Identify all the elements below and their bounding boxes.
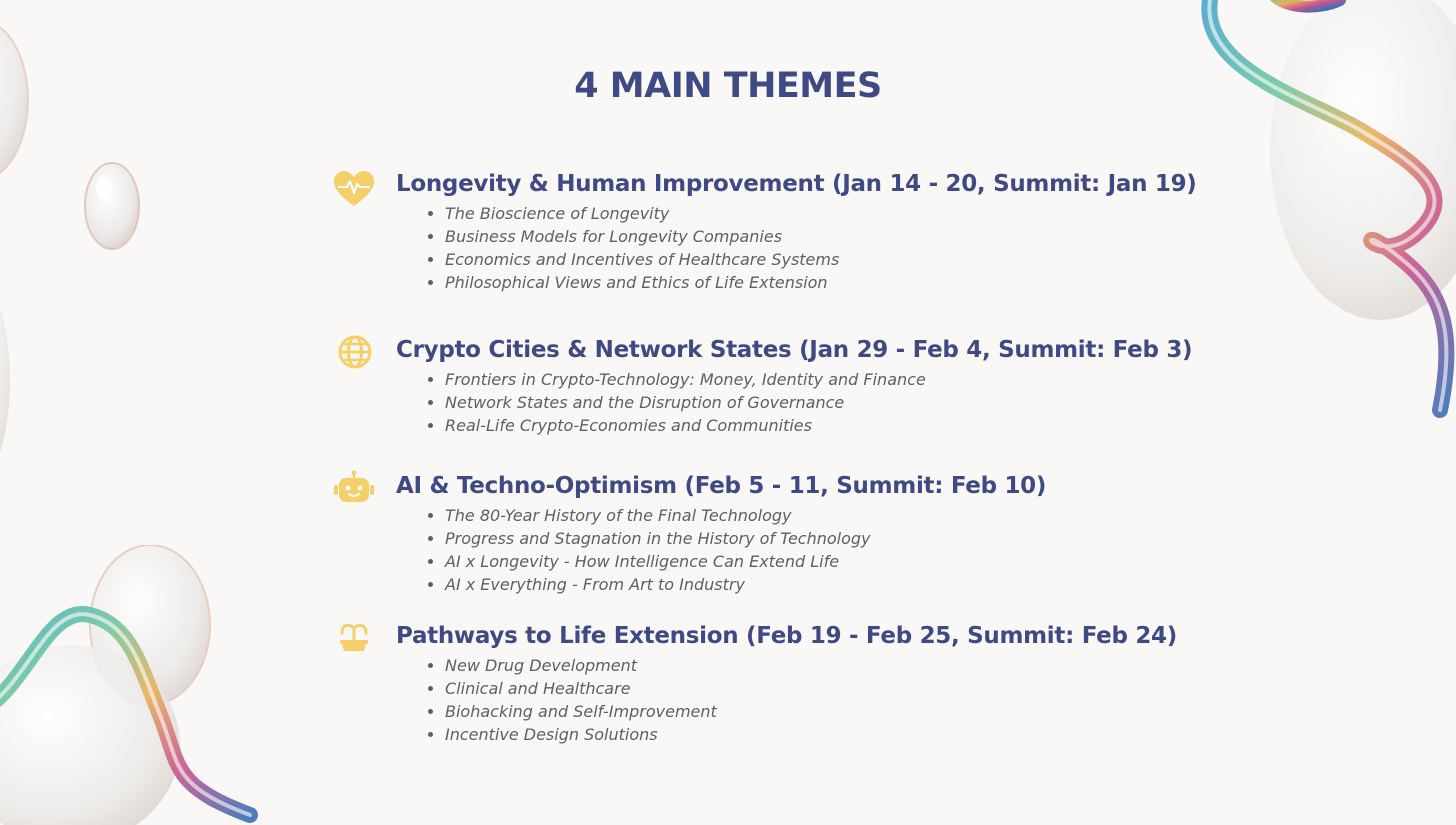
- heart-pulse-icon: [332, 168, 376, 212]
- topic-list: [445, 368, 926, 437]
- topic-list: [445, 654, 717, 746]
- list-item: • Frontiers in Crypto-Technology: Money, Identity and Finance: [445, 368, 926, 391]
- page-title: 4 MAIN THEMES: [574, 66, 882, 106]
- list-item: • Philosophical Views and Ethics of Life Extension: [445, 271, 839, 294]
- list-item: • The Bioscience of Longevity: [445, 202, 839, 225]
- theme-heading: Crypto Cities & Network States (Jan 29 - Feb 4, Summit: Feb 3): [396, 337, 1193, 363]
- topic-list: [445, 202, 839, 294]
- list-item: • AI x Longevity - How Intelligence Can Extend Life: [445, 550, 871, 573]
- theme-heading: Longevity & Human Improvement (Jan 14 - 20, Summit: Jan 19): [396, 171, 1197, 197]
- list-item: • New Drug Development: [445, 654, 717, 677]
- list-item: • AI x Everything - From Art to Industry: [445, 573, 871, 596]
- list-item: • Real-Life Crypto-Economies and Communities: [445, 414, 926, 437]
- glass-bubble: [82, 160, 142, 252]
- list-item: • Biohacking and Self-Improvement: [445, 700, 717, 723]
- globe-icon: [332, 334, 376, 378]
- fountain-icon: [332, 620, 376, 664]
- list-item: • Network States and the Disruption of Governance: [445, 391, 926, 414]
- list-item: • Progress and Stagnation in the History of Technology: [445, 527, 871, 550]
- robot-icon: [332, 470, 376, 514]
- iridescent-ribbon-top-right: [1190, 0, 1456, 420]
- list-item: • Clinical and Healthcare: [445, 677, 717, 700]
- theme-heading: AI & Techno-Optimism (Feb 5 - 11, Summit: Feb 10): [396, 473, 1047, 499]
- list-item: • Business Models for Longevity Companies: [445, 225, 839, 248]
- iridescent-ribbon-bottom-left: [0, 545, 280, 825]
- theme-heading: Pathways to Life Extension (Feb 19 - Feb 25, Summit: Feb 24): [396, 623, 1177, 649]
- list-item: • Incentive Design Solutions: [445, 723, 717, 746]
- topic-list: [445, 504, 871, 596]
- list-item: • The 80-Year History of the Final Technology: [445, 504, 871, 527]
- list-item: • Economics and Incentives of Healthcare Systems: [445, 248, 839, 271]
